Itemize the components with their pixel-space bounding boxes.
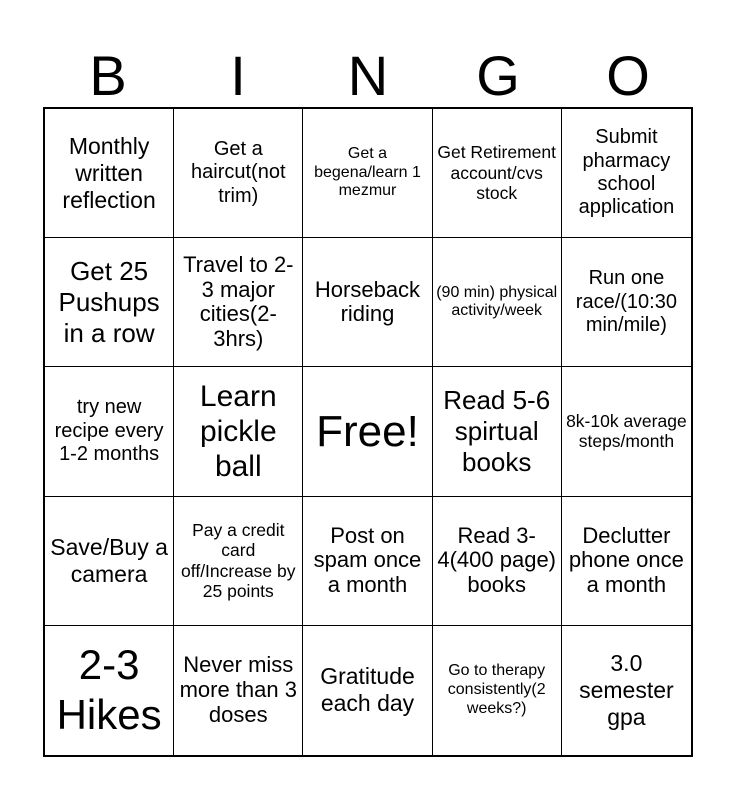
bingo-cell[interactable] <box>562 497 691 626</box>
cell-text: Go to therapy consistently(2 weeks?) <box>447 662 546 717</box>
cell-text: Submit pharmacy school application <box>578 126 675 219</box>
cell-text: Get 25 Pushups in a row <box>58 255 160 348</box>
bingo-cell[interactable] <box>174 238 303 367</box>
bingo-cell[interactable] <box>433 109 562 238</box>
cell-text: Gratitude each day <box>320 663 415 717</box>
bingo-cell[interactable] <box>303 238 432 367</box>
bingo-cell[interactable] <box>562 626 691 755</box>
header-letter-n: N <box>347 44 389 107</box>
free-space-text: Free! <box>316 406 419 456</box>
cell-text: try new recipe every 1-2 months <box>54 396 164 466</box>
bingo-cell[interactable] <box>45 109 174 238</box>
header-letter-o: O <box>606 44 650 107</box>
bingo-cell[interactable] <box>303 109 432 238</box>
bingo-cell[interactable] <box>433 238 562 367</box>
cell-text: Save/Buy a camera <box>50 533 168 587</box>
cell-text: Never miss more than 3 doses <box>179 652 297 727</box>
cell-text: Get Retirement account/cvs stock <box>437 142 557 204</box>
bingo-cell[interactable] <box>562 367 691 496</box>
bingo-cell[interactable] <box>562 109 691 238</box>
cell-text: (90 min) physical activity/week <box>436 283 558 320</box>
bingo-cell[interactable] <box>303 497 432 626</box>
cell-text: Horseback riding <box>314 276 421 327</box>
bingo-cell[interactable] <box>303 626 432 755</box>
cell-text: 8k-10k average steps/month <box>566 411 687 452</box>
bingo-cell[interactable] <box>45 497 174 626</box>
bingo-cell[interactable] <box>562 238 691 367</box>
cell-text: Read 5-6 spirtual books <box>443 384 551 478</box>
bingo-cell[interactable] <box>433 626 562 755</box>
header-letter-b: B <box>89 44 127 107</box>
bingo-cell[interactable] <box>45 238 174 367</box>
bingo-cell[interactable] <box>433 497 562 626</box>
bingo-cell[interactable] <box>174 109 303 238</box>
cell-text: Travel to 2-3 major cities(2-3hrs) <box>183 252 294 351</box>
cell-text: Get a haircut(not trim) <box>191 138 286 207</box>
cell-text: Monthly written reflection <box>62 132 156 213</box>
bingo-cell[interactable] <box>433 367 562 496</box>
header-letter-g: G <box>476 44 520 107</box>
bingo-board <box>43 107 693 757</box>
bingo-cell[interactable] <box>174 497 303 626</box>
cell-text: Read 3-4(400 page) books <box>437 522 557 597</box>
cell-text: Run one race/(10:30 min/mile) <box>575 267 677 336</box>
bingo-header <box>43 44 693 107</box>
cell-text: Post on spam once a month <box>313 522 422 597</box>
free-space-cell[interactable] <box>303 367 432 496</box>
cell-text: Learn pickle ball <box>199 379 277 484</box>
bingo-cell[interactable] <box>174 626 303 755</box>
header-letter-i: I <box>230 44 246 107</box>
cell-text: Pay a credit card off/Increase by 25 points <box>181 519 296 602</box>
cell-text: 2-3 Hikes <box>56 641 162 739</box>
cell-text: 3.0 semester gpa <box>579 650 674 730</box>
cell-text: Get a begena/learn 1 mezmur <box>314 145 421 200</box>
bingo-cell[interactable] <box>45 367 174 496</box>
cell-text: Declutter phone once a month <box>568 522 684 597</box>
bingo-cell[interactable] <box>45 626 174 755</box>
bingo-cell[interactable] <box>174 367 303 496</box>
